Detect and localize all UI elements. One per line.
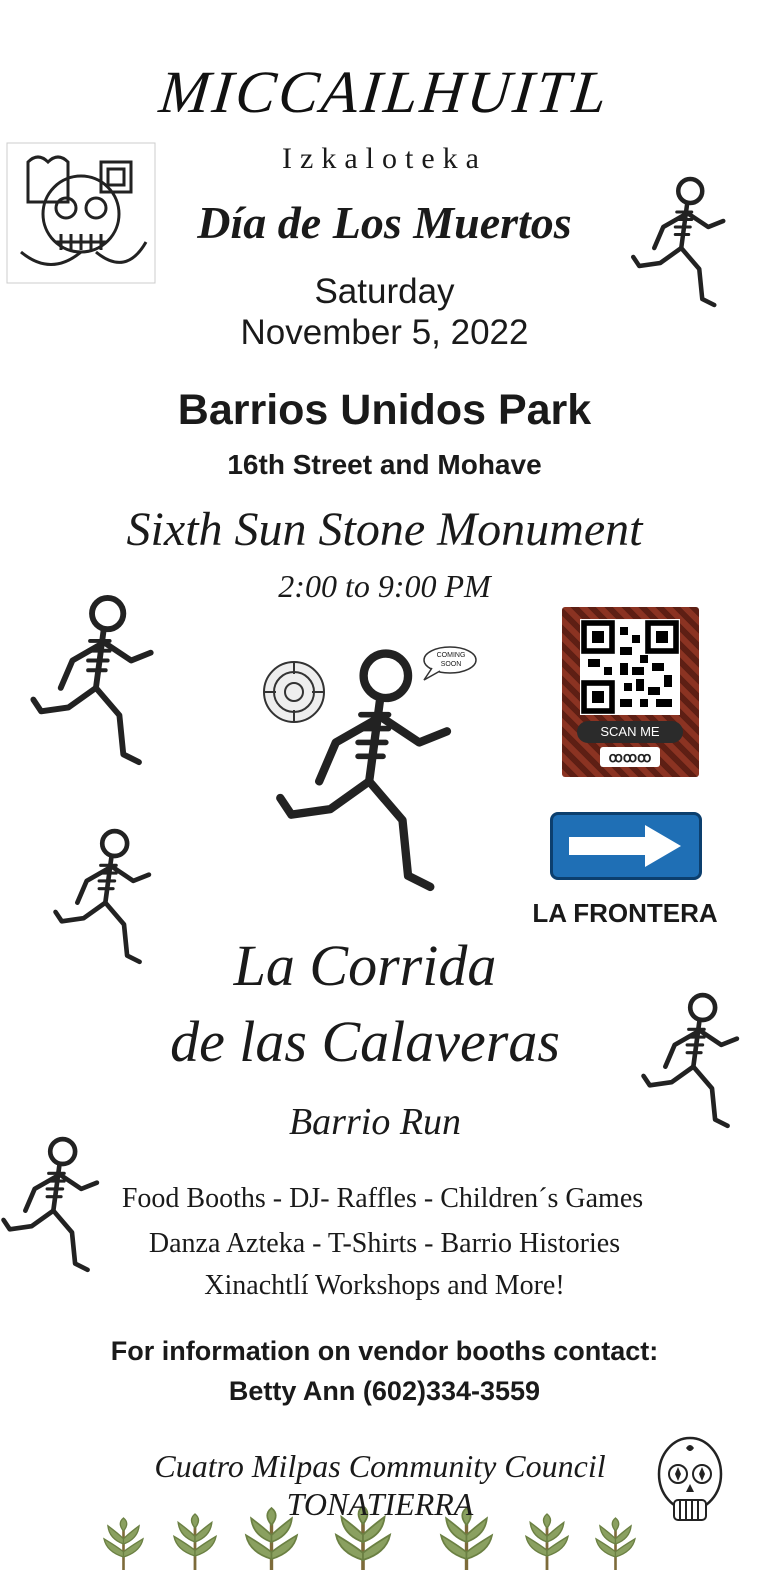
activity-line: Food Booths - DJ- Raffles - Children´s Games (121, 1183, 644, 1214)
event-date: November 5, 2022 (240, 313, 529, 352)
monument-name: Sixth Sun Stone Monument (126, 503, 643, 556)
vendor-contact: Betty Ann (602)334-3559 (228, 1376, 541, 1406)
qr-code-card[interactable] (562, 607, 699, 777)
park-name: Barrios Unidos Park (177, 386, 592, 434)
scan-me-label: SCAN ME (577, 721, 683, 743)
speech-bubble-text: COMING SOON (436, 652, 466, 668)
activity-line: Danza Azteka - T-Shirts - Barrio Histories (148, 1228, 621, 1259)
run-title-line1: La Corrida (233, 933, 497, 998)
running-skeleton-icon (18, 594, 168, 775)
running-skeleton-icon (250, 648, 480, 903)
event-day: Saturday (314, 272, 455, 311)
organizer-2: TONATIERRA (286, 1486, 474, 1522)
event-title: MICCAILHUITL (156, 59, 613, 125)
run-title-line2: de las Calaveras (170, 1009, 560, 1074)
direction-sign (550, 812, 702, 880)
la-frontera-label: LA FRONTERA (532, 898, 718, 928)
event-subtitle: Izkaloteka (282, 142, 487, 175)
sugar-skull-icon (656, 1434, 724, 1535)
vendor-info: For information on vendor booths contact: (110, 1336, 659, 1366)
event-time: 2:00 to 9:00 PM (278, 568, 491, 604)
activity-line: Xinachtlí Workshops and More! (204, 1270, 565, 1301)
qr-logo: ꝏꝏꝏ (600, 747, 660, 767)
organizer-1: Cuatro Milpas Community Council (154, 1448, 606, 1484)
street-address: 16th Street and Mohave (227, 449, 542, 480)
qr-code-icon[interactable] (580, 619, 680, 715)
right-arrow-icon (553, 815, 699, 877)
event-name: Día de Los Muertos (197, 197, 572, 248)
run-subtitle: Barrio Run (288, 1101, 462, 1143)
